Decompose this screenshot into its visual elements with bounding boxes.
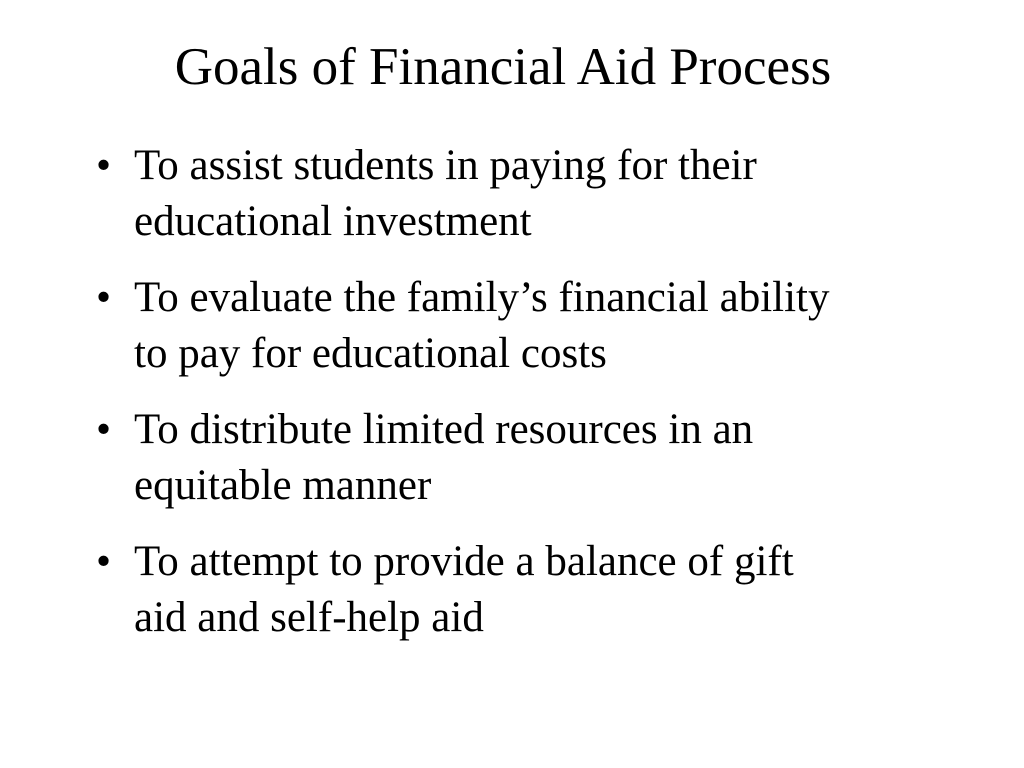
bullet-line: To assist students in paying for their bbox=[134, 142, 757, 189]
slide-title: Goals of Financial Aid Process bbox=[174, 38, 832, 96]
bullet-item-2 bbox=[96, 270, 976, 382]
bullet-item-4 bbox=[96, 534, 976, 646]
bullet-item-1 bbox=[96, 138, 976, 250]
bullet-line: aid and self-help aid bbox=[134, 594, 484, 641]
bullet-line: educational investment bbox=[134, 198, 532, 245]
bullet-icon: • bbox=[96, 406, 112, 453]
bullet-line: To evaluate the family’s financial ability bbox=[134, 274, 830, 321]
bullet-line: equitable manner bbox=[134, 462, 432, 509]
bullet-line: To attempt to provide a balance of gift bbox=[134, 538, 794, 585]
bullet-line: To distribute limited resources in an bbox=[134, 406, 754, 453]
bullet-icon: • bbox=[96, 538, 112, 585]
bullet-list bbox=[96, 138, 976, 666]
bullet-icon: • bbox=[96, 142, 112, 189]
bullet-line: to pay for educational costs bbox=[134, 330, 607, 377]
bullet-icon: • bbox=[96, 274, 112, 321]
bullet-item-3 bbox=[96, 402, 976, 514]
